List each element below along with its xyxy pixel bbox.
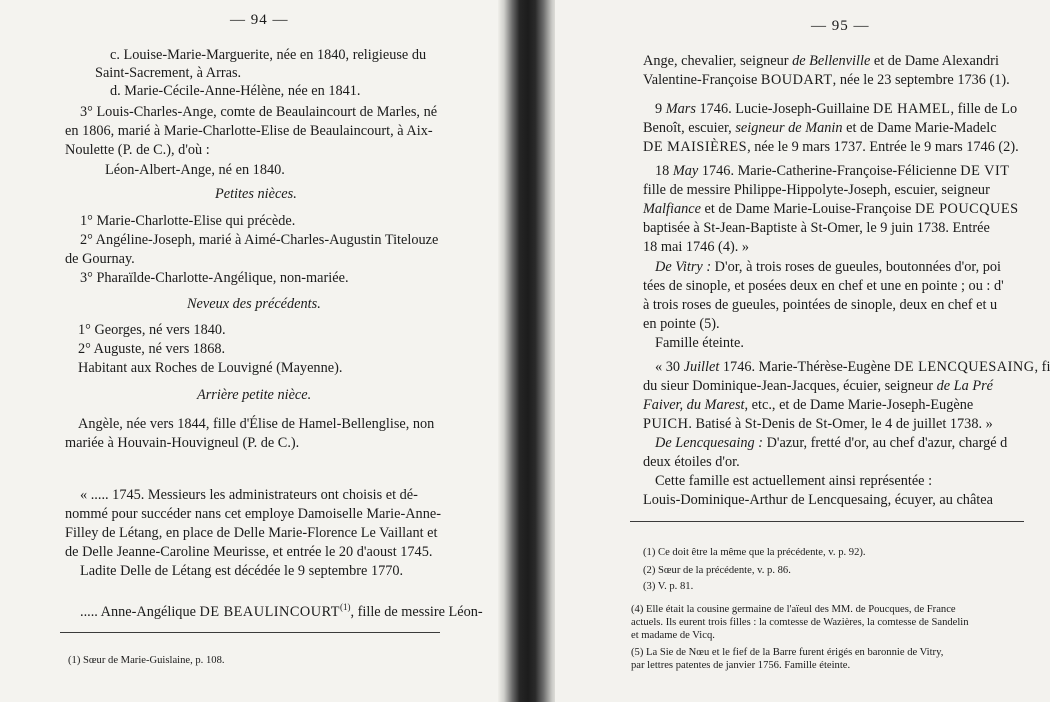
footnote-rule: [60, 632, 440, 633]
text-line: 3° Pharaïlde-Charlotte-Angélique, non-mariée.: [80, 270, 349, 286]
surname: DE LENCQUESAING: [894, 359, 1035, 375]
italic-span: seigneur de Manin: [735, 120, 843, 136]
text-line: en pointe (5).: [643, 316, 720, 332]
text-span: du sieur Dominique-Jean-Jacques, écuier, seigneur: [643, 378, 937, 394]
text-line: 1° Marie-Charlotte-Elise qui précède.: [80, 213, 296, 229]
italic-span: Malfiance: [643, 201, 701, 217]
text-span: , née le 23 septembre 1736 (1).: [832, 72, 1010, 88]
text-span: D'azur, fretté d'or, au chef d'azur, chargé d: [763, 435, 1008, 451]
text-line: Famille éteinte.: [655, 335, 744, 351]
text-line: fille de messire Philippe-Hippolyte-Joseph, escuier, seigneur: [643, 182, 990, 198]
footnote-rule: [630, 521, 1024, 522]
text-span: 1746. Marie-Catherine-Françoise-Félicienne: [698, 163, 961, 179]
text-line: c. Louise-Marie-Marguerite, née en 1840, religieuse du: [110, 47, 427, 63]
section-heading: Neveux des précédents.: [187, 296, 321, 312]
text-line: deux étoiles d'or.: [643, 454, 740, 470]
footnote: (3) V. p. 81.: [643, 581, 694, 592]
text-span: 1746. Lucie-Joseph-Guillaine: [695, 101, 873, 117]
page-number-right: — 95 —: [811, 18, 870, 34]
text-line: de Gournay.: [65, 251, 135, 267]
text-span: D'or, à trois roses de gueules, boutonnées d'or, poi: [711, 259, 1001, 275]
text-span: 9: [655, 101, 666, 117]
text-line: Cette famille est actuellement ainsi représentée :: [655, 473, 933, 489]
text-line: [643, 415, 993, 433]
text-span: et de Dame Marie-Madelc: [842, 120, 997, 136]
text-line: 2° Angéline-Joseph, marié à Aimé-Charles-Augustin Titelouze: [80, 232, 439, 248]
footnote: (1) Ce doit être la même que la précédente, v. p. 92).: [643, 547, 866, 558]
text-line: mariée à Houvain-Houvigneul (P. de C.).: [65, 435, 300, 451]
page-number-left: — 94 —: [230, 12, 289, 28]
italic-span: De Vitry :: [655, 259, 712, 275]
italic-span: de La Pré: [936, 378, 993, 394]
italic-span: May: [672, 163, 699, 179]
text-line: 3° Louis-Charles-Ange, comte de Beaulaincourt de Marles, né: [80, 104, 438, 120]
text-span: 18: [655, 163, 673, 179]
left-page: [0, 0, 500, 702]
surname: DE POUCQUES: [914, 201, 1019, 217]
text-span: Ange, chevalier, seigneur: [643, 53, 793, 69]
text-line: nommé pour succéder nans cet employe Damoiselle Marie-Anne-: [65, 506, 441, 522]
footnote: par lettres patentes de janvier 1756. Famille éteinte.: [631, 660, 851, 671]
footnote: (2) Sœur de la précédente, v. p. 86.: [643, 565, 791, 576]
right-page: [555, 0, 1050, 702]
text-line: baptisée à St-Jean-Baptiste à St-Omer, le 9 juin 1738. Entrée: [643, 220, 990, 236]
text-line: Habitant aux Roches de Louvigné (Mayenne).: [78, 360, 343, 376]
text-span: « 30: [655, 359, 684, 375]
text-line: Saint-Sacrement, à Arras.: [95, 65, 242, 81]
italic-span: de Bellenville: [792, 53, 871, 69]
text-line: [655, 162, 1010, 180]
italic-span: Faiver, du Marest: [643, 397, 745, 413]
text-line: Louis-Dominique-Arthur de Lencquesaing, écuyer, au châtea: [643, 492, 993, 508]
text-span: ..... Anne-Angélique: [80, 603, 200, 620]
text-span: , née le 9 mars 1737. Entrée le 9 mars 1746 (2).: [747, 139, 1019, 155]
surname: DE MAISIÈRES: [643, 139, 748, 155]
text-line: [643, 396, 973, 414]
text-line: tées de sinople, et posées deux en chef et une en pointe ; ou : d': [643, 278, 1004, 294]
text-line: [80, 598, 483, 621]
italic-span: Juillet: [683, 359, 720, 375]
text-line: 1° Georges, né vers 1840.: [78, 322, 226, 338]
section-heading: Petites nièces.: [215, 186, 297, 202]
text-line: en 1806, marié à Marie-Charlotte-Elise de Beaulaincourt, à Aix-: [65, 123, 433, 139]
text-span: et de Dame Marie-Louise-Françoise: [700, 201, 915, 217]
surname: DE VIT: [960, 163, 1010, 179]
text-line: Ladite Delle de Létang est décédée le 9 septembre 1770.: [80, 563, 404, 579]
text-span: , etc., et de Dame Marie-Joseph-Eugène: [744, 397, 974, 413]
text-line: [655, 434, 1007, 452]
footnote: actuels. Ils eurent trois filles : la comtesse de Wazières, la comtesse de Sandelin: [631, 617, 969, 628]
surname: BOUDART: [760, 72, 833, 88]
text-span: Valentine-Françoise: [643, 72, 761, 88]
surname: PUICH: [643, 416, 689, 432]
text-line: [643, 71, 1010, 89]
text-span: 1746. Marie-Thérèse-Eugène: [719, 359, 894, 375]
footnote: et madame de Vicq.: [631, 630, 715, 641]
text-line: d. Marie-Cécile-Anne-Hélène, née en 1841.: [110, 83, 361, 99]
text-span: et de Dame Alexandri: [870, 53, 999, 69]
text-line: « ..... 1745. Messieurs les administrateurs ont choisis et dé-: [80, 487, 418, 503]
text-span: . Batisé à St-Denis de St-Omer, le 4 de juillet 1738. »: [688, 416, 993, 432]
text-line: Angèle, née vers 1844, fille d'Élise de Hamel-Bellenglise, non: [78, 416, 435, 432]
text-span: Benoît, escuier,: [643, 120, 736, 136]
text-line: [643, 200, 1019, 218]
italic-span: De Lencquesaing :: [655, 435, 763, 451]
footnote-ref: (1): [339, 602, 351, 612]
text-line: à trois roses de gueules, pointées de sinople, deux en chef et u: [643, 297, 998, 313]
text-line: [655, 358, 1050, 376]
footnote: (4) Elle était la cousine germaine de l'aïeul des MM. de Poucques, de France: [631, 604, 956, 615]
footnote: (5) La Sie de Nœu et le fief de la Barre furent érigés en baronnie de Vitry,: [631, 647, 944, 658]
surname: DE HAMEL: [873, 101, 951, 117]
text-line: Léon-Albert-Ange, né en 1840.: [105, 162, 285, 178]
text-line: [643, 138, 1019, 156]
text-line: [643, 52, 999, 70]
text-line: de Delle Jeanne-Caroline Meurisse, et entrée le 20 d'aoust 1745.: [65, 544, 433, 560]
text-line: 2° Auguste, né vers 1868.: [78, 341, 226, 357]
footnote: (1) Sœur de Marie-Guislaine, p. 108.: [68, 655, 225, 666]
text-line: Noulette (P. de C.), d'où :: [65, 142, 210, 158]
text-line: [655, 100, 1017, 118]
text-line: [655, 258, 1001, 276]
text-line: 18 mai 1746 (4). »: [643, 239, 750, 255]
text-line: [643, 119, 997, 137]
text-span: , fille de messire Léon-: [350, 603, 483, 620]
text-line: Filley de Létang, en place de Delle Marie-Florence Le Vaillant et: [65, 525, 438, 541]
text-line: [643, 377, 993, 395]
book-gutter: [498, 0, 558, 702]
section-heading: Arrière petite nièce.: [197, 387, 312, 403]
text-span: , fille de Lo: [950, 101, 1018, 117]
surname: DE BEAULINCOURT: [199, 603, 340, 620]
text-span: , fi: [1034, 359, 1050, 375]
italic-span: Mars: [665, 101, 696, 117]
